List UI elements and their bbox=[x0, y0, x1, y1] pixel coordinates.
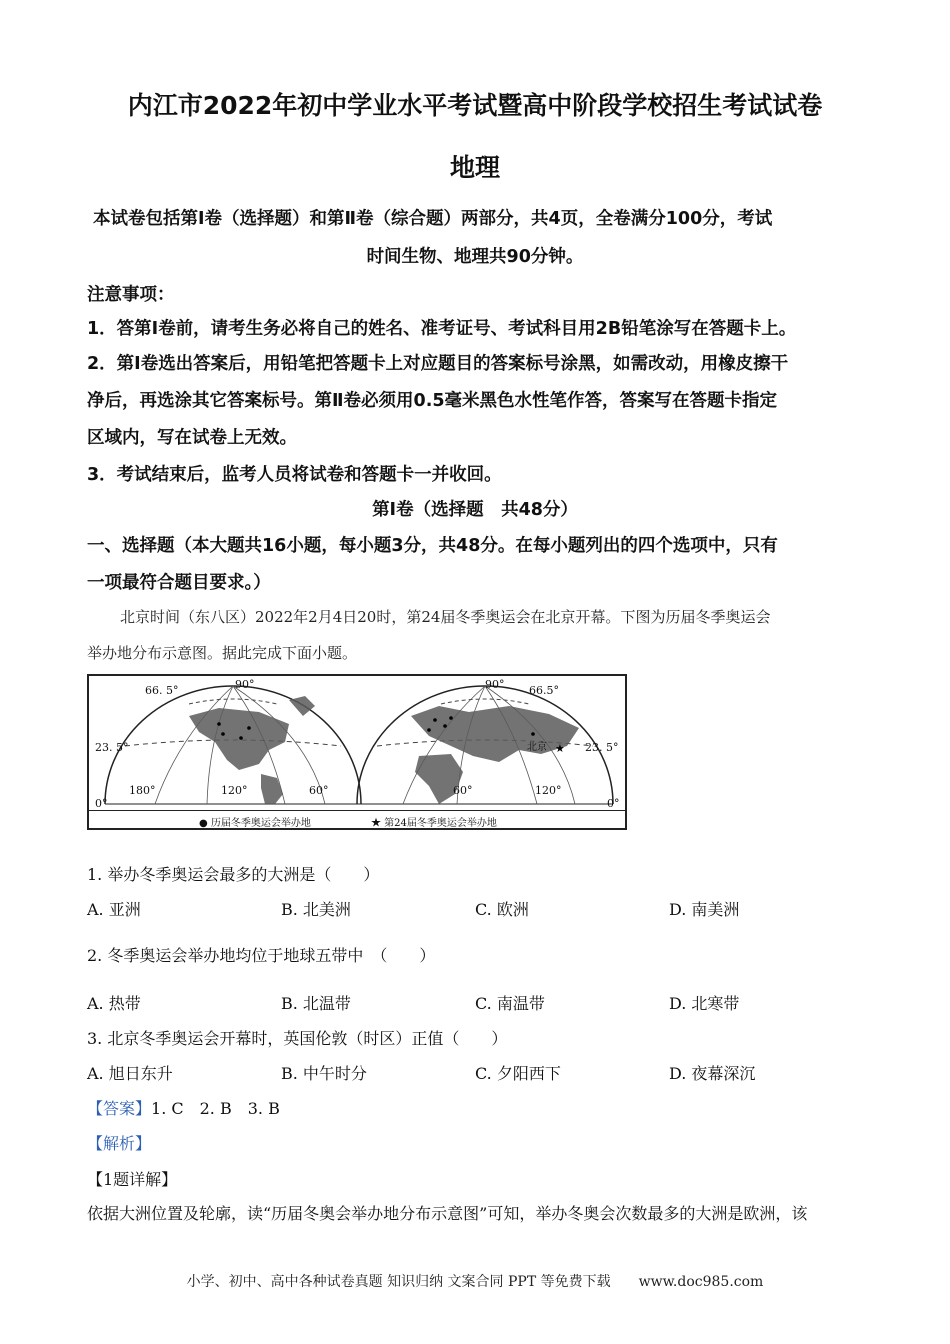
host-dot bbox=[443, 724, 447, 728]
lon-label: 60° bbox=[453, 784, 473, 797]
host-dot bbox=[247, 726, 251, 730]
beijing-label: 北京 bbox=[527, 742, 547, 753]
q1-option-c: C. 欧洲 bbox=[475, 900, 529, 919]
right-arctic-line bbox=[441, 699, 529, 704]
note-1: 1．答第Ⅰ卷前，请考生务必将自己的姓名、准考证号、考试科目用2B铅笔涂写在答题卡上。 bbox=[87, 319, 797, 339]
q2-option-d: D. 北寒带 bbox=[669, 994, 740, 1013]
note-3: 3．考试结束后，监考人员将试卷和答题卡一并收回。 bbox=[87, 465, 502, 485]
question-2-stem: 2. 冬季奥运会举办地均位于地球五带中 （ ） bbox=[87, 946, 436, 965]
section-instruction-1: 一、选择题（本大题共16小题，每小题3分，共48分。在每小题列出的四个选项中，只有 bbox=[87, 536, 778, 556]
lat-label: 66. 5° bbox=[145, 684, 179, 697]
q3-option-b: B. 中午时分 bbox=[281, 1064, 367, 1083]
q2-option-b: B. 北温带 bbox=[281, 994, 351, 1013]
page-footer: 小学、初中、高中各种试卷真题 知识归纳 文案合同 PPT 等免费下载 www.doc985.com bbox=[186, 1274, 764, 1290]
north-america-landmass bbox=[189, 708, 289, 770]
answer-tag: 【答案】 bbox=[87, 1099, 152, 1118]
section-instruction-2: 一项最符合题目要求。） bbox=[87, 573, 271, 593]
q1-option-d: D. 南美洲 bbox=[669, 900, 740, 919]
analysis-text: 依据大洲位置及轮廓，读“历届冬奥会举办地分布示意图”可知，举办冬奥会次数最多的大洲是欧洲，该 bbox=[87, 1204, 808, 1223]
lon-label: 60° bbox=[309, 784, 329, 797]
host-dot bbox=[221, 732, 225, 736]
lon-label: 180° bbox=[129, 784, 156, 797]
q1-option-a: A. 亚洲 bbox=[87, 900, 141, 919]
lat-label: 23. 5° bbox=[95, 741, 129, 754]
detail-tag: 【1题详解】 bbox=[87, 1170, 178, 1189]
q3-option-a: A. 旭日东升 bbox=[87, 1064, 173, 1083]
intro-line-2: 时间生物、地理共90分钟。 bbox=[366, 247, 584, 267]
q3-option-d: D. 夜幕深沉 bbox=[669, 1064, 756, 1083]
host-dot bbox=[239, 736, 243, 740]
eastern-hemisphere bbox=[357, 686, 613, 804]
answer-text: 1. C 2. B 3. B bbox=[151, 1099, 280, 1118]
passage-line-2: 举办地分布示意图。据此完成下面小题。 bbox=[87, 644, 358, 662]
host-dot bbox=[433, 718, 437, 722]
q1-option-b: B. 北美洲 bbox=[281, 900, 351, 919]
map-legend bbox=[89, 810, 625, 829]
page-title: 内江市2022年初中学业水平考试暨高中阶段学校招生考试试卷 bbox=[127, 91, 823, 120]
q3-option-c: C. 夕阳西下 bbox=[475, 1064, 561, 1083]
beijing-star: ★ bbox=[555, 742, 565, 755]
subject-title: 地理 bbox=[449, 153, 500, 182]
lat-label: 23. 5° bbox=[585, 741, 619, 754]
note-2c: 区域内，写在试卷上无效。 bbox=[87, 428, 297, 448]
answer-line bbox=[87, 1096, 280, 1119]
south-america-landmass bbox=[261, 774, 283, 804]
passage-line-1: 北京时间（东八区）2022年2月4日20时，第24届冬季奥运会在北京开幕。下图为历届冬季奥运会 bbox=[120, 608, 771, 626]
lon-label: 120° bbox=[221, 784, 248, 797]
intro-line-1: 本试卷包括第Ⅰ卷（选择题）和第Ⅱ卷（综合题）两部分，共4页，全卷满分100分，考试 bbox=[93, 209, 773, 229]
notes-heading: 注意事项： bbox=[87, 285, 175, 305]
q2-option-c: C. 南温带 bbox=[475, 994, 545, 1013]
section-title: 第Ⅰ卷（选择题 共48分） bbox=[372, 500, 578, 520]
lat-label: 0° bbox=[607, 797, 620, 810]
host-dot bbox=[449, 716, 453, 720]
lat-label: 66.5° bbox=[529, 684, 559, 697]
lon-label: 120° bbox=[535, 784, 562, 797]
analysis-tag: 【解析】 bbox=[87, 1134, 152, 1153]
legend-dot: ● 历届冬季奥运会举办地 bbox=[199, 818, 311, 829]
host-dot bbox=[217, 722, 221, 726]
q2-option-a: A. 热带 bbox=[87, 994, 141, 1013]
winter-olympics-map bbox=[87, 674, 627, 830]
host-dot bbox=[531, 732, 535, 736]
question-1-stem: 1. 举办冬季奥运会最多的大洲是（ ） bbox=[87, 865, 380, 884]
question-3-stem: 3. 北京冬季奥运会开幕时，英国伦敦（时区）正值（ ） bbox=[87, 1029, 508, 1048]
host-dot bbox=[427, 728, 431, 732]
lat-label: 0° bbox=[95, 797, 108, 810]
left-arctic-line bbox=[189, 699, 277, 704]
lon-label: 90° bbox=[235, 678, 255, 691]
legend-star: ★ 第24届冬季奥运会举办地 bbox=[371, 818, 497, 829]
lon-label: 90° bbox=[485, 678, 505, 691]
note-2a: 2．第Ⅰ卷选出答案后，用铅笔把答题卡上对应题目的答案标号涂黑，如需改动，用橡皮擦干 bbox=[87, 354, 789, 374]
note-2b: 净后，再选涂其它答案标号。第Ⅱ卷必须用0.5毫米黑色水性笔作答，答案写在答题卡指定 bbox=[87, 391, 778, 411]
